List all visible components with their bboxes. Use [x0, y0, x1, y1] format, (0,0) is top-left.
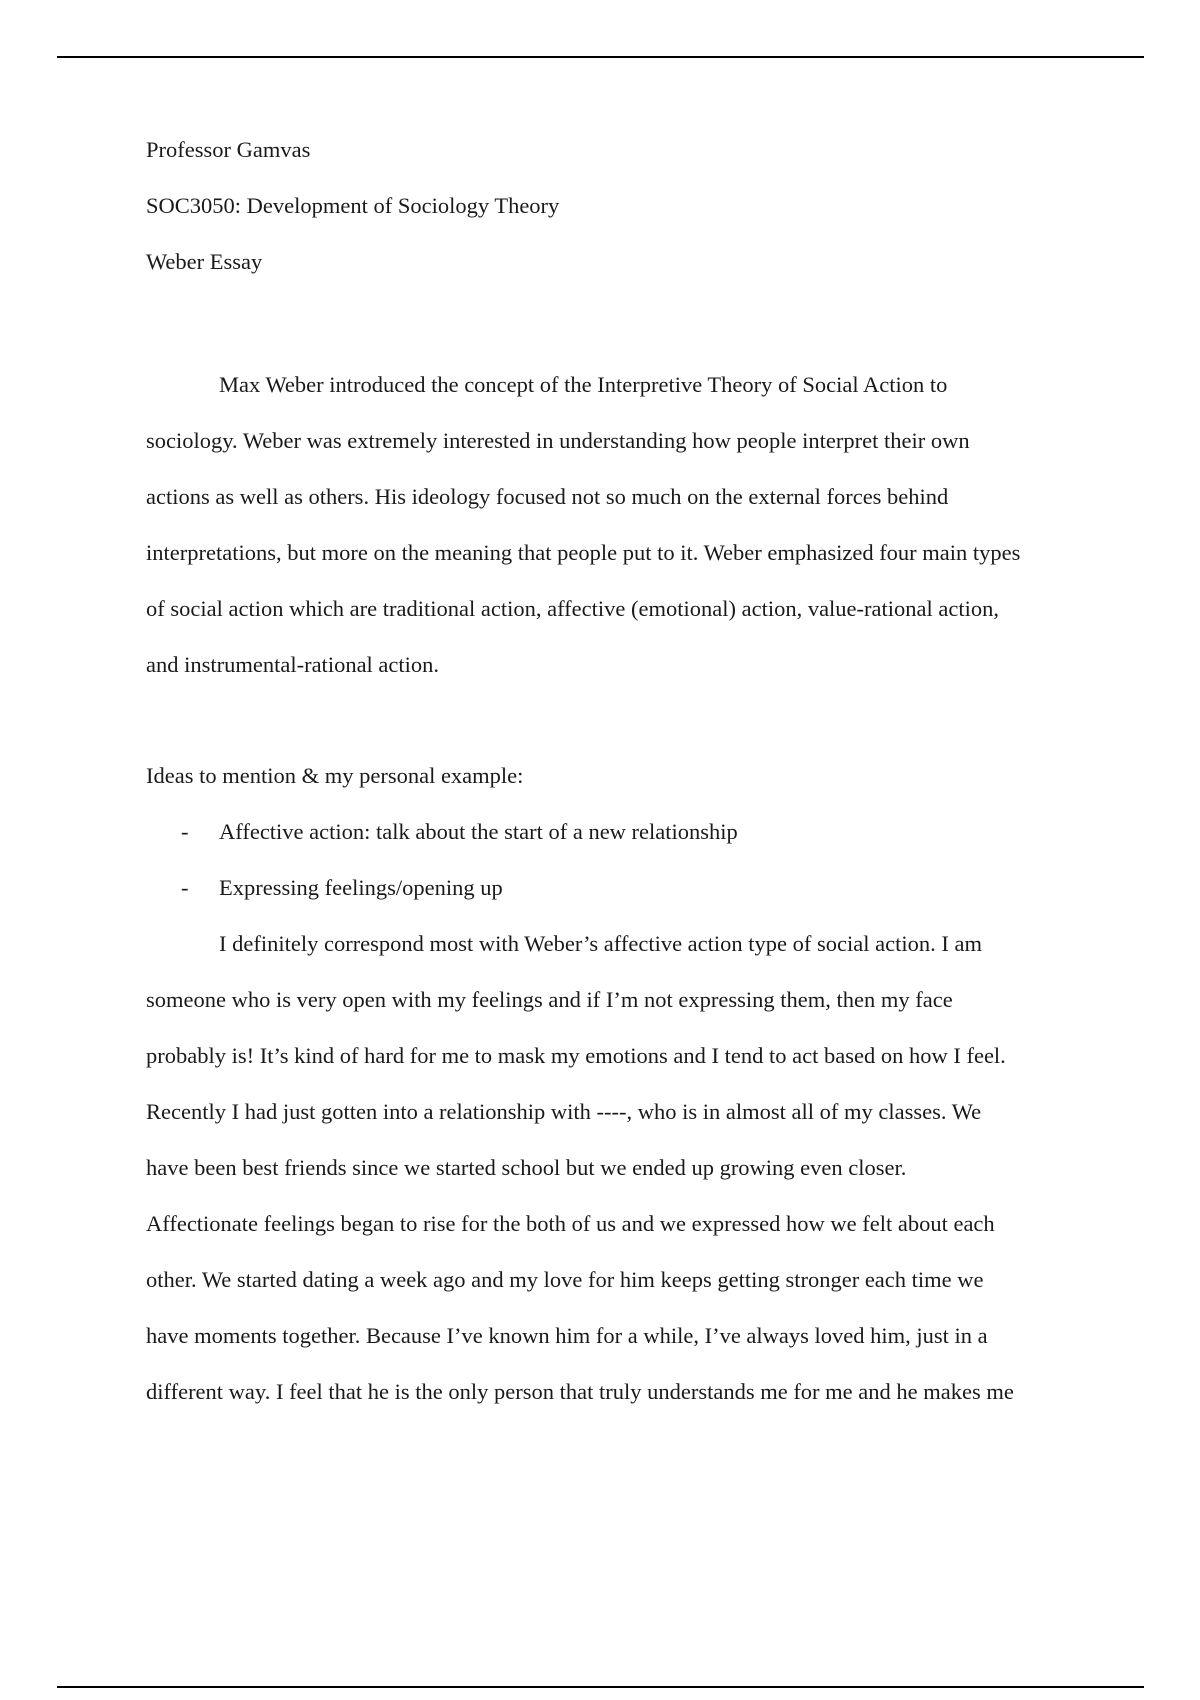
list-item [146, 804, 1136, 860]
intro-line: and instrumental-rational action. [146, 652, 440, 677]
intro-line: interpretations, but more on the meaning that people put to it. Weber emphasized four main types [146, 540, 1021, 565]
body-line: Recently I had just gotten into a relationship with ----, who is in almost all of my classes. We [146, 1099, 982, 1124]
body-paragraph [146, 916, 1136, 1420]
body-line: probably is! It’s kind of hard for me to mask my emotions and I tend to act based on how I feel. [146, 1043, 1006, 1068]
bottom-divider [57, 1686, 1144, 1688]
header-course: SOC3050: Development of Sociology Theory [146, 193, 560, 218]
list-item-text: Affective action: talk about the start of a new relationship [219, 819, 738, 844]
body-line: different way. I feel that he is the only person that truly understands me for me and he makes me [146, 1379, 1014, 1404]
spacer [146, 302, 1136, 357]
body-line: I definitely correspond most with Weber’s affective action type of social action. I am [219, 931, 982, 956]
intro-line: of social action which are traditional action, affective (emotional) action, value-rational action, [146, 596, 999, 621]
header-assignment: Weber Essay [146, 249, 263, 274]
list-item [146, 860, 1136, 916]
body-line: someone who is very open with my feelings and if I’m not expressing them, then my face [146, 987, 953, 1012]
document-page [146, 134, 1136, 1420]
bullet-dash: - [181, 875, 189, 900]
intro-paragraph [146, 357, 1136, 693]
body-line: Affectionate feelings began to rise for the both of us and we expressed how we felt about each [146, 1211, 995, 1236]
intro-line: actions as well as others. His ideology focused not so much on the external forces behind [146, 484, 949, 509]
body-line: have been best friends since we started school but we ended up growing even closer. [146, 1155, 907, 1180]
body-line: other. We started dating a week ago and my love for him keeps getting stronger each time we [146, 1267, 984, 1292]
list-item-text: Expressing feelings/opening up [219, 875, 503, 900]
header-professor: Professor Gamvas [146, 137, 311, 162]
ideas-heading: Ideas to mention & my personal example: [146, 763, 524, 788]
intro-line: Max Weber introduced the concept of the Interpretive Theory of Social Action to [219, 372, 948, 397]
intro-line: sociology. Weber was extremely interested in understanding how people interpret their own [146, 428, 970, 453]
spacer [146, 693, 1136, 748]
ideas-list [146, 804, 1136, 916]
top-divider [57, 56, 1144, 58]
bullet-dash: - [181, 819, 189, 844]
body-line: have moments together. Because I’ve known him for a while, I’ve always loved him, just in a [146, 1323, 988, 1348]
